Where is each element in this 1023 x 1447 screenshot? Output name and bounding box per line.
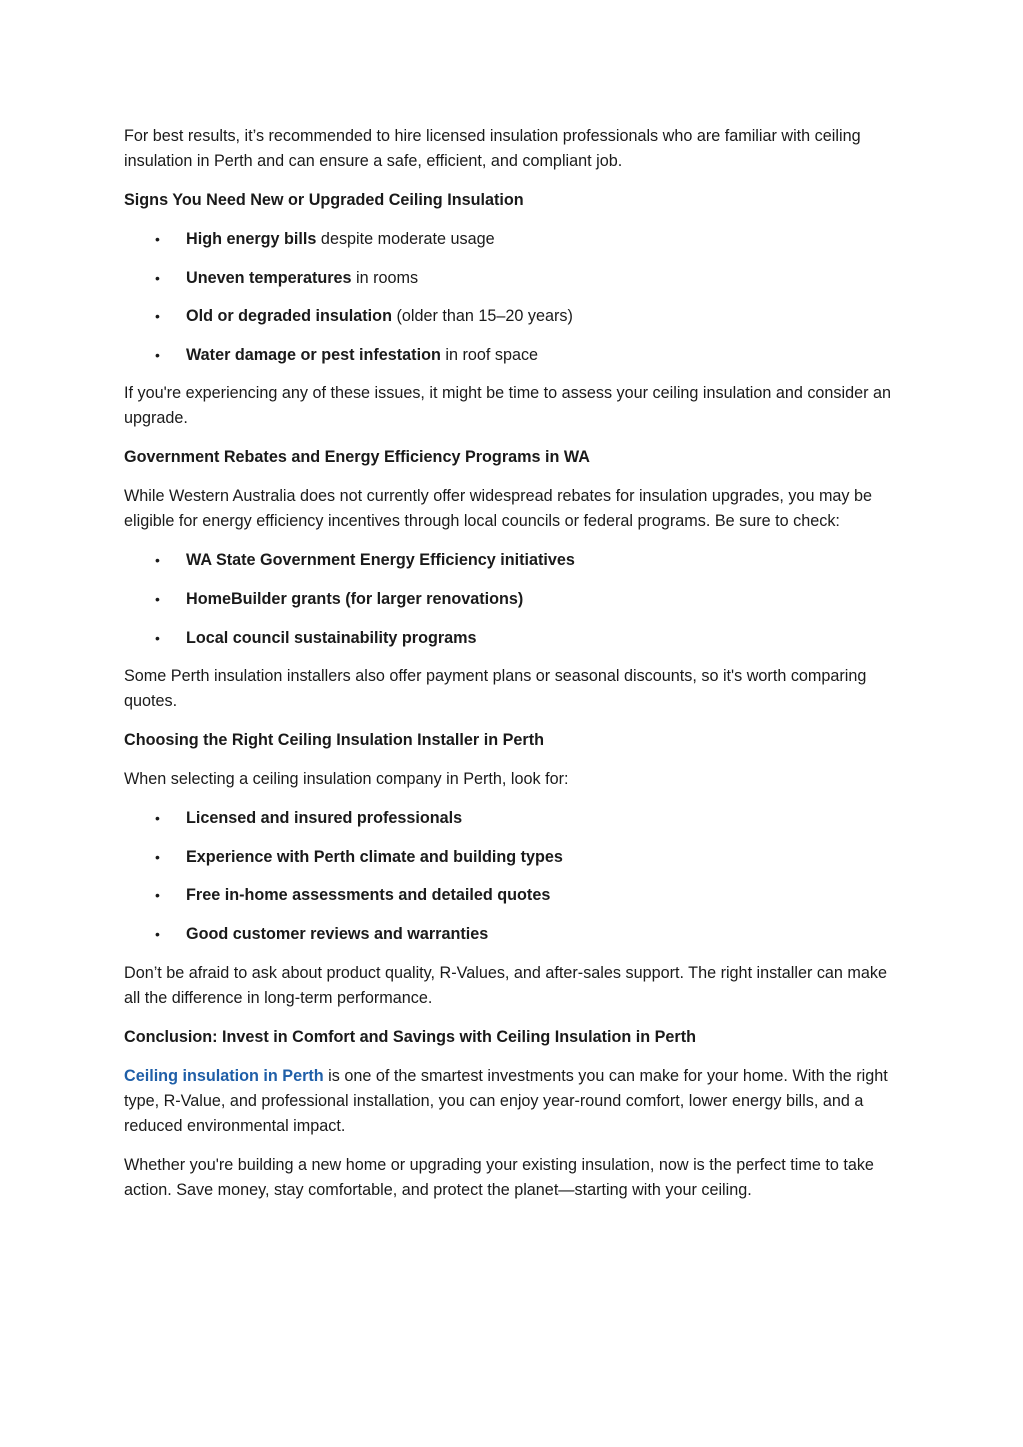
bullet-icon: •: [155, 887, 160, 904]
bullet-icon: •: [155, 810, 160, 827]
bullet-icon: •: [155, 269, 160, 286]
list-item-text: despite moderate usage: [316, 230, 495, 248]
list-item: [124, 227, 899, 252]
heading-installer: Choosing the Right Ceiling Insulation Installer in Perth: [124, 731, 544, 750]
list-item: [124, 806, 899, 831]
rebates-after-paragraph: Some Perth insulation installers also offer payment plans or seasonal discounts, so it's worth comparing quotes.: [124, 667, 867, 711]
list-item-text: WA State Government Energy Efficiency initiatives: [186, 551, 575, 570]
heading-signs: Signs You Need New or Upgraded Ceiling Insulation: [124, 191, 524, 209]
list-item: [124, 626, 899, 651]
list-item-bold: High energy bills: [186, 230, 317, 248]
list-item: [124, 587, 899, 612]
list-item: [124, 343, 899, 368]
list-item-text: in roof space: [440, 345, 539, 364]
bullet-icon: •: [155, 552, 160, 569]
intro-paragraph: For best results, it’s recommended to hire licensed insulation professionals who are familiar with ceiling insulation in Perth and can ensure a safe, efficient, and compliant job.: [124, 127, 861, 170]
list-item-text: Good customer reviews and warranties: [186, 924, 489, 943]
list-item-bold: Water damage or pest infestation: [186, 345, 441, 364]
bullet-icon: •: [155, 231, 160, 247]
conclusion-paragraph-2: Whether you're building a new home or upgrading your existing insulation, now is the perfect time to take action. Save money, stay comfortable, and protect the planet—starting with your ceiling.: [124, 1155, 874, 1199]
list-item: [124, 883, 899, 908]
signs-list: [124, 227, 899, 368]
heading-conclusion: Conclusion: Invest in Comfort and Savings with Ceiling Insulation in Perth: [124, 1027, 696, 1046]
list-item: [124, 922, 899, 947]
list-item-bold: Old or degraded insulation: [186, 307, 392, 326]
rebates-list: [124, 548, 899, 650]
heading-rebates: Government Rebates and Energy Efficiency Programs in WA: [124, 448, 590, 467]
document-page: [124, 124, 899, 1217]
signs-after-paragraph: If you're experiencing any of these issues, it might be time to assess your ceiling insulation and consider an upgrade.: [124, 384, 892, 428]
ceiling-insulation-link[interactable]: Ceiling insulation in Perth: [124, 1066, 324, 1085]
list-item-text: Experience with Perth climate and building types: [186, 847, 563, 866]
installer-list: [124, 806, 899, 947]
bullet-icon: •: [155, 590, 160, 607]
installer-after-paragraph: Don’t be afraid to ask about product quality, R-Values, and after-sales support. The right installer can make all the difference in long-term performance.: [124, 963, 888, 1007]
list-item: [124, 266, 899, 291]
list-item-bold: Uneven temperatures: [186, 268, 352, 287]
conclusion-paragraph-1-text: is one of the smartest investments you can make for your home. With the right type, R-Value, and professional installation, you can enjoy year-round comfort, lower energy bills, and a reduced environmental impact.: [124, 1066, 888, 1135]
bullet-icon: •: [155, 848, 160, 865]
list-item: [124, 548, 899, 573]
bullet-icon: •: [155, 629, 160, 646]
list-item: [124, 304, 899, 329]
list-item-text: (older than 15–20 years): [391, 307, 573, 326]
rebates-body-paragraph: While Western Australia does not currently offer widespread rebates for insulation upgrades, you may be eligible for energy efficiency incentives through local councils or federal programs. Be sure to check:: [124, 487, 873, 531]
bullet-icon: •: [155, 308, 160, 325]
list-item-text: Licensed and insured professionals: [186, 809, 463, 828]
list-item-text: in rooms: [351, 268, 419, 287]
list-item-text: HomeBuilder grants (for larger renovations): [186, 589, 524, 608]
list-item: [124, 845, 899, 870]
list-item-text: Local council sustainability programs: [186, 628, 477, 647]
installer-body-paragraph: When selecting a ceiling insulation company in Perth, look for:: [124, 770, 569, 789]
bullet-icon: •: [155, 346, 160, 363]
bullet-icon: •: [155, 925, 160, 942]
list-item-text: Free in-home assessments and detailed quotes: [186, 886, 551, 905]
conclusion-paragraph-1: [124, 1064, 899, 1139]
